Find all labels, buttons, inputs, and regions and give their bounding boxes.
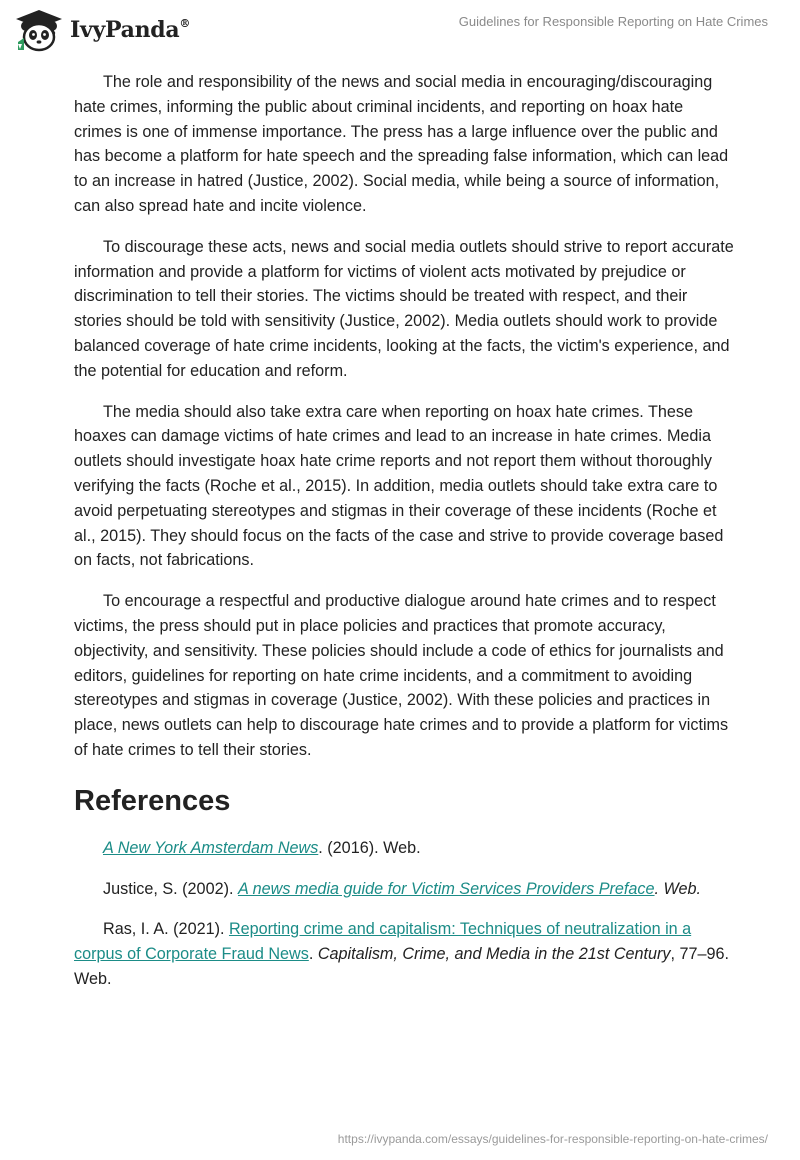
page-header	[0, 0, 800, 60]
reference-link-1[interactable]: A New York Amsterdam News	[103, 838, 319, 857]
paragraph-2: To discourage these acts, news and social media outlets should strive to report accurate information and provide a platform for victims of violent acts motivated by prejudice or discrimination to tell their stories. The victims should be treated with respect, and their stories should be told with sensitivity (Justice, 2002). Media outlets should work to provide balanced coverage of hate crime incidents, looking at the facts, the victim's experience, and the potential for education and reform.	[74, 237, 734, 380]
source-url: https://ivypanda.com/essays/guidelines-for-responsible-reporting-on-hate-crimes/	[337, 1132, 768, 1146]
logo-text: IvyPanda®	[70, 16, 191, 43]
essay-content	[74, 70, 734, 1008]
reference-item-3: Ras, I. A. (2021). Reporting crime and capitalism: Techniques of neutralization in a corpus of Corporate Fraud News. Capitalism, Crime, and Media in the 21st Century, 77–96. Web.	[74, 920, 730, 988]
references-heading: References	[74, 784, 231, 817]
ivypanda-logo[interactable]	[14, 8, 190, 52]
paragraph-1: The role and responsibility of the news and social media in encouraging/discouraging hate crimes, informing the public about criminal incidents, and reporting on hoax hate crimes is one of immense importance. The press has a large influence over the public and has become a platform for hate speech and the spreading false information, which can lead to an increase in hatred (Justice, 2002). Social media, while being a source of information, can also spread hate and incite violence.	[74, 73, 729, 215]
document-title: Guidelines for Responsible Reporting on Hate Crimes	[458, 14, 768, 29]
reference-link-3[interactable]: Reporting crime and capitalism: Techniques of neutralization in a corpus of Corporate Fraud News	[74, 920, 692, 964]
reference-item-1: A New York Amsterdam News. (2016). Web.	[103, 838, 421, 857]
reference-link-2[interactable]: A news media guide for Victim Services Providers Preface	[237, 879, 655, 898]
reference-item-2: Justice, S. (2002). A news media guide for Victim Services Providers Preface. Web.	[103, 879, 702, 898]
panda-graduate-icon	[14, 8, 64, 52]
paragraph-3: The media should also take extra care when reporting on hoax hate crimes. These hoaxes can damage victims of hate crimes and lead to an increase in hate crimes. Media outlets should investigate hoax hate crime reports and not report them without thoroughly verifying the facts (Roche et al., 2015). In addition, media outlets should take extra care to avoid perpetuating stereotypes and stigmas in their coverage of these incidents (Roche et al., 2015). They should focus on the facts of the case and strive to provide coverage based on facts, not fabrications.	[74, 402, 724, 570]
paragraph-4: To encourage a respectful and productive dialogue around hate crimes and to respect victims, the press should put in place policies and practices that promote accuracy, objectivity, and sensitivity. These policies should include a code of ethics for journalists and editors, guidelines for reporting on hate crime incidents, and a commitment to avoiding stereotypes and stigmas in coverage (Justice, 2002). With these policies and practices in place, news outlets can help to discourage hate crimes and to provide a platform for victims of hate crimes to tell their stories.	[74, 592, 729, 759]
